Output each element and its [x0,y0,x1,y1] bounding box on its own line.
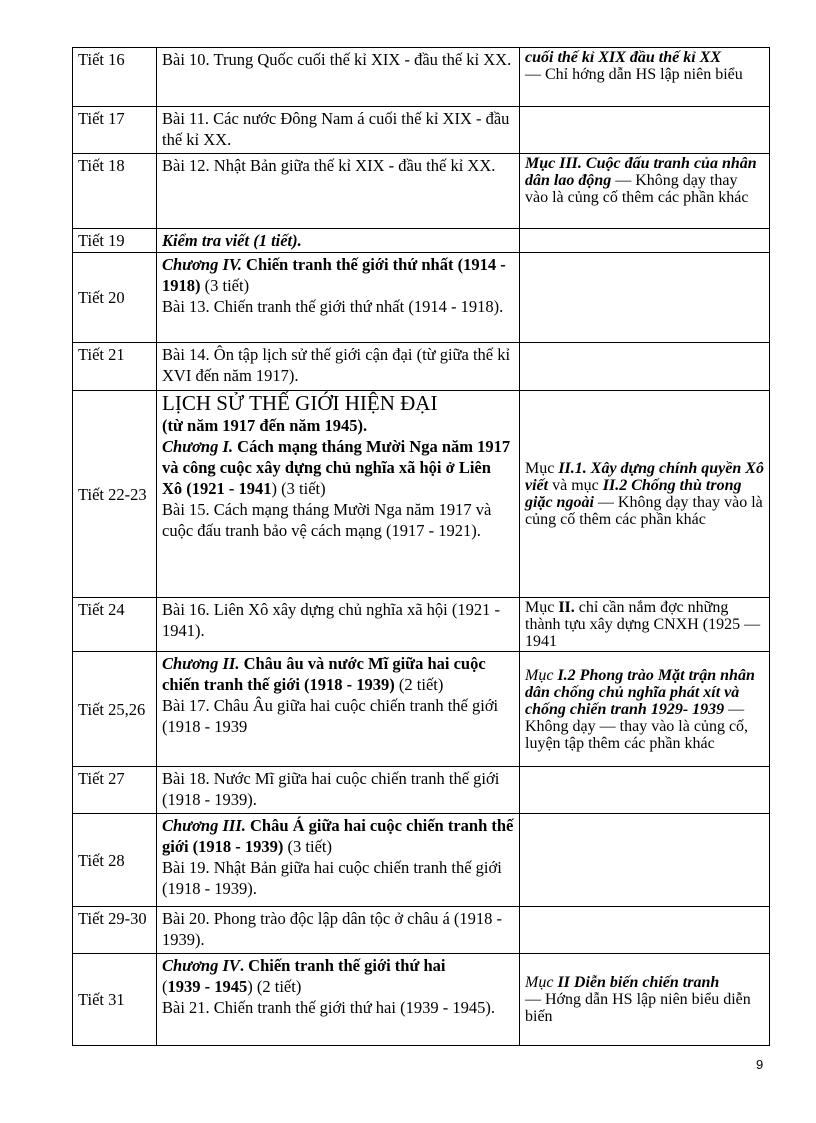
cell-line [162,392,514,415]
text-segment: Chiến tranh thế giới thứ nhất (1914 - 1918) [162,255,506,295]
table-row [73,229,770,253]
text-segment: — Hớng dẫn HS lập niên biểu diễn biến [525,991,751,1025]
note-cell [520,391,770,598]
cell-line [162,499,514,541]
text-segment: II.1. Xây dựng chính quyền Xô viết [525,460,764,494]
text-segment: Bài 13. Chiến tranh thế giới thứ nhất (1914 - 1918). [162,297,504,316]
cell-line [525,974,764,991]
lesson-cell [157,907,520,954]
table-row [73,343,770,391]
text-segment: chỉ cần nắm đợc những thành tựu xây dựng CNXH (1925 — 1941 [525,599,761,650]
text-segment: và mục [548,477,603,494]
table-row [73,253,770,343]
text-segment: Mục [525,974,558,991]
note-cell [520,814,770,907]
lesson-cell [157,48,520,107]
text-segment: — Không dạy thay vào là củng cố thêm các phần khác [525,172,749,206]
period-cell: Tiết 31 [73,954,157,1046]
lesson-cell [157,154,520,229]
lesson-cell [157,107,520,154]
cell-line [162,155,514,176]
cell-line [162,415,514,436]
cell-line [525,991,764,1025]
lesson-cell [157,767,520,814]
cell-line [525,667,764,752]
cell-line [162,976,514,997]
text-segment: Bài 16. Liên Xô xây dựng chủ nghĩa xã hội (1921 - 1941). [162,600,500,640]
text-segment: ) (2 tiết) [247,977,302,996]
cell-line [162,436,514,499]
cell-line [162,344,514,386]
cell-line [525,155,764,206]
note-cell [520,48,770,107]
period-cell: Tiết 19 [73,229,157,253]
lesson-cell [157,391,520,598]
text-segment: Bài 11. Các nước Đông Nam á cuối thế kỉ XIX - đầu thế kỉ XX. [162,109,510,149]
note-cell [520,598,770,652]
text-segment: Bài 21. Chiến tranh thế giới thứ hai (1939 - 1945). [162,998,495,1017]
period-cell: Tiết 16 [73,48,157,107]
text-segment: Mục [525,460,559,477]
cell-line [162,955,514,976]
note-cell [520,229,770,253]
lesson-cell [157,954,520,1046]
period-cell: Tiết 18 [73,154,157,229]
text-segment: Chương IV [162,956,240,975]
note-cell [520,767,770,814]
text-segment: — Không dạy — thay vào là củng cố, luyện tập thêm các phần khác [525,700,749,752]
lesson-cell [157,814,520,907]
note-cell [520,954,770,1046]
lesson-cell [157,253,520,343]
table-row [73,48,770,107]
table-row [73,598,770,652]
cell-line [162,296,514,317]
text-segment: Mục III. Cuộc đấu tranh của nhân dân lao động [525,155,757,189]
cell-line [162,768,514,810]
text-segment: Bài 15. Cách mạng tháng Mười Nga năm 1917 và cuộc đấu tranh bảo vệ cách mạng (1917 - 1921). [162,500,492,540]
cell-line [525,66,764,83]
table-row [73,907,770,954]
cell-line [162,653,514,695]
text-segment: II.2 Chống thù trong giặc ngoài [525,477,742,511]
text-segment: . Chiến tranh thế giới thứ hai [239,956,446,975]
table-row [73,652,770,767]
table-row [73,391,770,598]
cell-line [525,599,764,650]
cell-line [162,230,514,251]
note-cell [520,154,770,229]
note-cell [520,253,770,343]
cell-line [162,997,514,1018]
text-segment: (3 tiết) [200,276,250,295]
text-segment: Bài 19. Nhật Bản giữa hai cuộc chiến tranh thế giới (1918 - 1939). [162,858,502,898]
text-segment: Bài 14. Ôn tập lịch sử thế giới cận đại (từ giữa thế kỉ XVI đến năm 1917). [162,345,511,385]
text-segment: ( [162,977,168,996]
cell-line [162,908,514,950]
text-segment: Bài 12. Nhật Bản giữa thế kỉ XIX - đầu thế kỉ XX. [162,156,496,175]
period-cell: Tiết 29-30 [73,907,157,954]
curriculum-table [72,47,770,1046]
text-segment: Bài 17. Châu Âu giữa hai cuộc chiến tranh thế giới (1918 - 1939 [162,696,499,736]
text-segment: (3 tiết) [283,837,332,856]
text-segment: II. [558,599,575,616]
period-cell: Tiết 21 [73,343,157,391]
text-segment: I.2 Phong trào Mặt trận nhân dân chống chủ nghĩa phát xít và chống chiến tranh 1929- 1939 [525,666,755,718]
table-row [73,767,770,814]
period-cell: Tiết 17 [73,107,157,154]
period-cell: Tiết 22-23 [73,391,157,598]
page-number: 9 [756,1057,764,1072]
text-segment: 1921 - 1941 [191,479,272,498]
text-segment: (từ năm 1917 đến năm 1945). [162,416,368,435]
cell-line [162,108,514,150]
table-row [73,954,770,1046]
text-segment: 1939 - 1945 [167,977,248,996]
lesson-cell [157,652,520,767]
period-cell: Tiết 24 [73,598,157,652]
table-row [73,154,770,229]
text-segment: Bài 18. Nước Mĩ giữa hai cuộc chiến tranh thế giới (1918 - 1939). [162,769,500,809]
text-segment: cuối thế kỉ XIX đầu thế kỉ XX [525,49,722,66]
text-segment: II Diễn biến chiến tranh [557,974,720,991]
text-segment: Kiểm tra viết (1 tiết). [162,231,302,250]
cell-line [162,49,514,70]
text-segment: Chương I. [162,437,234,456]
text-segment: Bài 10. Trung Quốc cuối thế kỉ XIX - đầu thế kỉ XX. [162,50,512,69]
table-row [73,107,770,154]
cell-line [162,254,514,296]
text-segment: ) (3 tiết) [271,479,326,498]
period-cell: Tiết 20 [73,253,157,343]
period-cell: Tiết 28 [73,814,157,907]
text-segment: — Chỉ hớng dẫn HS lập niên biểu [525,66,743,83]
text-segment: Cách mạng tháng Mười Nga năm 1917 và công cuộc xây dựng chủ nghĩa xã hội ở Liên Xô ( [162,437,511,498]
text-segment: (2 tiết) [394,675,444,694]
note-cell [520,652,770,767]
period-cell: Tiết 27 [73,767,157,814]
lesson-cell [157,598,520,652]
cell-line [162,815,514,857]
cell-line [525,460,764,528]
cell-line [162,695,514,737]
lesson-cell [157,229,520,253]
note-cell [520,343,770,391]
cell-line [525,49,764,66]
text-segment: Chương IV. [162,255,242,274]
period-cell: Tiết 25,26 [73,652,157,767]
lesson-cell [157,343,520,391]
text-segment: Chương III. [162,816,246,835]
text-segment: Châu âu và nước Mĩ giữa hai cuộc chiến tranh thế giới (1918 - 1939) [162,654,486,694]
cell-line [162,599,514,641]
note-cell [520,907,770,954]
text-segment: LỊCH SỬ THẾ GIỚI HIỆN ĐẠI [162,391,438,415]
text-segment: — Không dạy thay vào là củng cố thêm các phần khác [525,494,763,528]
text-segment: Bài 20. Phong trào độc lập dân tộc ở châu á (1918 - 1939). [162,909,503,949]
text-segment: Mục [525,666,558,684]
text-segment: Châu Á giữa hai cuộc chiến tranh thế giới (1918 - 1939) [162,816,514,856]
text-segment: Chương II. [162,654,240,673]
note-cell [520,107,770,154]
cell-line [162,857,514,899]
text-segment: Mục [525,599,559,616]
table-row [73,814,770,907]
